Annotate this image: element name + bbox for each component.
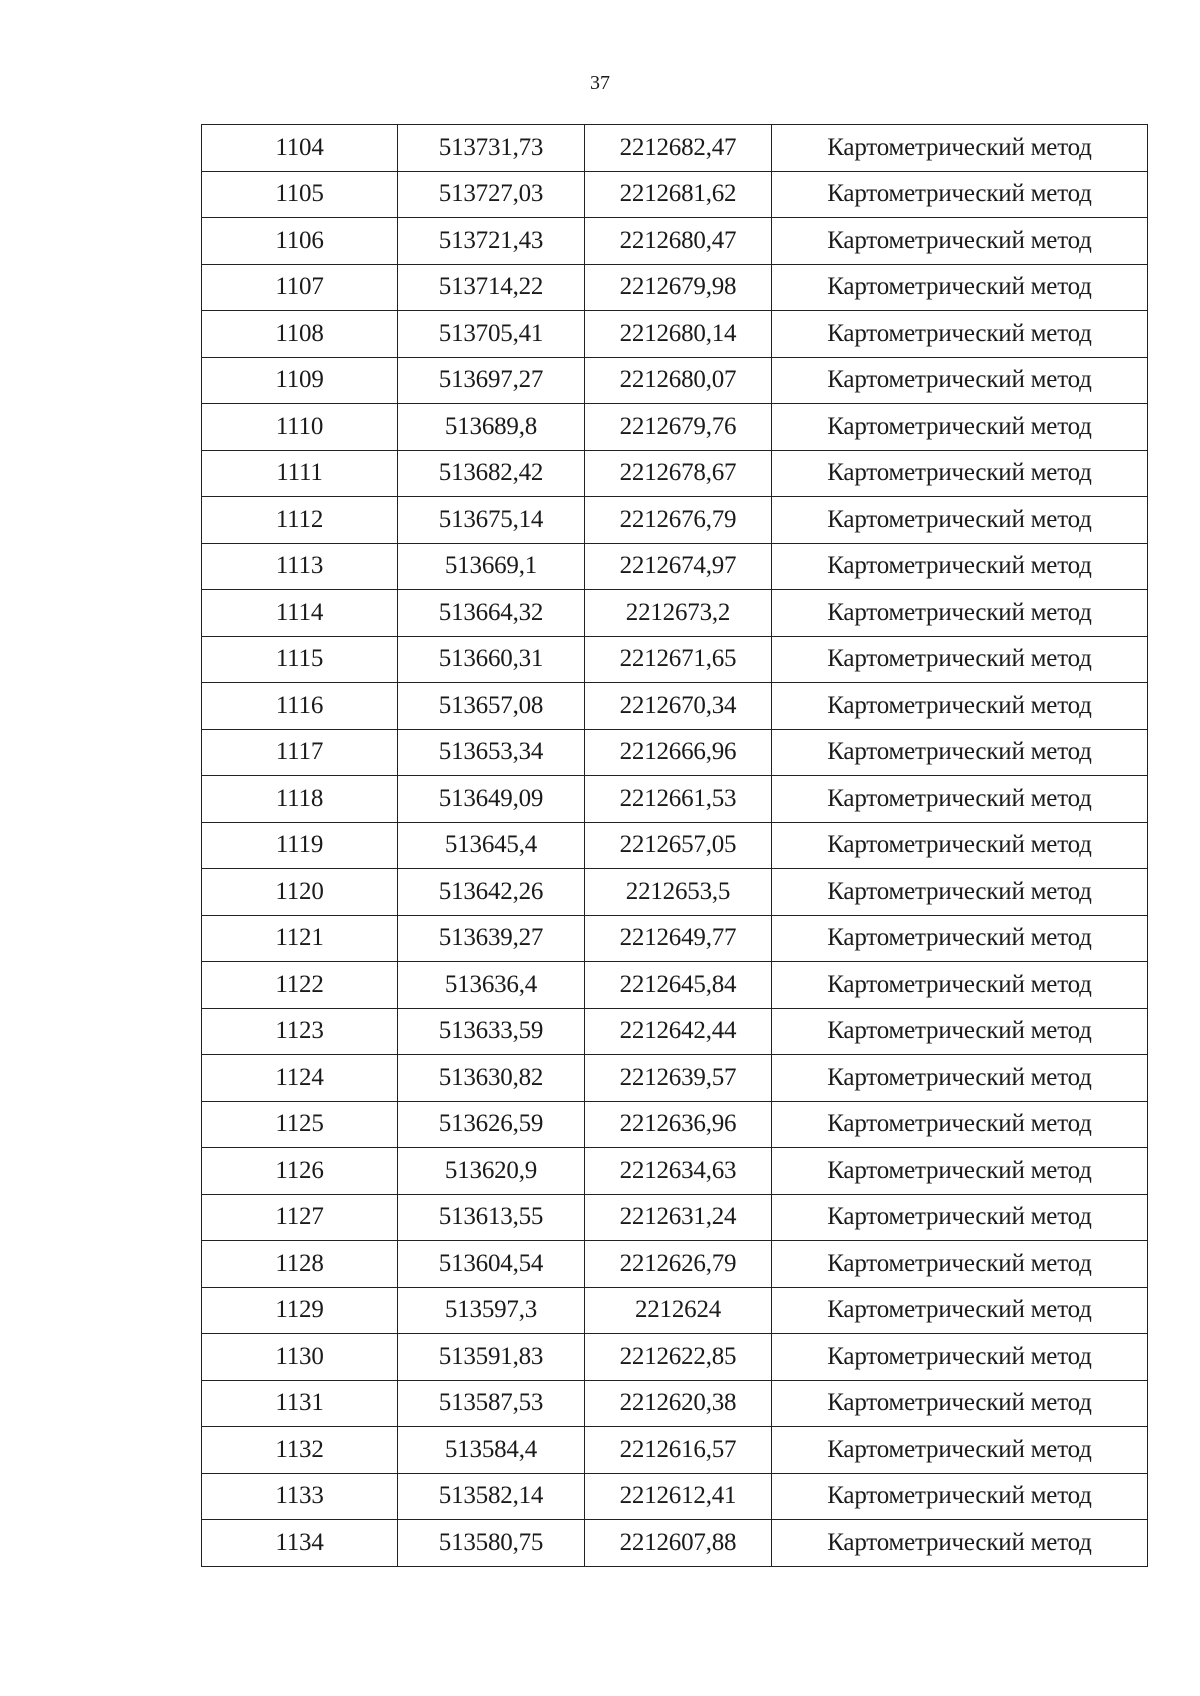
- point-number-cell: 1115: [202, 636, 398, 683]
- point-number-cell: 1125: [202, 1101, 398, 1148]
- y-coordinate-cell: 2212626,79: [585, 1241, 772, 1288]
- method-cell: Картометрический метод: [772, 962, 1148, 1009]
- table-row: [202, 683, 1148, 730]
- method-cell: Картометрический метод: [772, 590, 1148, 637]
- point-number-cell: 1133: [202, 1473, 398, 1520]
- point-number-cell: 1107: [202, 264, 398, 311]
- x-coordinate-cell: 513584,4: [398, 1427, 585, 1474]
- point-number-cell: 1128: [202, 1241, 398, 1288]
- method-cell: Картометрический метод: [772, 1287, 1148, 1334]
- table-row: [202, 543, 1148, 590]
- method-cell: Картометрический метод: [772, 729, 1148, 776]
- table-row: [202, 1194, 1148, 1241]
- y-coordinate-cell: 2212679,98: [585, 264, 772, 311]
- point-number-cell: 1120: [202, 869, 398, 916]
- y-coordinate-cell: 2212612,41: [585, 1473, 772, 1520]
- method-cell: Картометрический метод: [772, 915, 1148, 962]
- table-row: [202, 264, 1148, 311]
- y-coordinate-cell: 2212681,62: [585, 171, 772, 218]
- table-row: [202, 171, 1148, 218]
- table-row: [202, 1008, 1148, 1055]
- point-number-cell: 1117: [202, 729, 398, 776]
- table-row: [202, 1101, 1148, 1148]
- table-row: [202, 125, 1148, 172]
- x-coordinate-cell: 513657,08: [398, 683, 585, 730]
- y-coordinate-cell: 2212642,44: [585, 1008, 772, 1055]
- table-row: [202, 497, 1148, 544]
- table-row: [202, 1473, 1148, 1520]
- point-number-cell: 1116: [202, 683, 398, 730]
- method-cell: Картометрический метод: [772, 450, 1148, 497]
- method-cell: Картометрический метод: [772, 171, 1148, 218]
- y-coordinate-cell: 2212657,05: [585, 822, 772, 869]
- x-coordinate-cell: 513639,27: [398, 915, 585, 962]
- method-cell: Картометрический метод: [772, 869, 1148, 916]
- y-coordinate-cell: 2212679,76: [585, 404, 772, 451]
- method-cell: Картометрический метод: [772, 1334, 1148, 1381]
- point-number-cell: 1105: [202, 171, 398, 218]
- table-row: [202, 590, 1148, 637]
- y-coordinate-cell: 2212622,85: [585, 1334, 772, 1381]
- method-cell: Картометрический метод: [772, 1148, 1148, 1195]
- x-coordinate-cell: 513645,4: [398, 822, 585, 869]
- method-cell: Картометрический метод: [772, 264, 1148, 311]
- x-coordinate-cell: 513636,4: [398, 962, 585, 1009]
- table-row: [202, 311, 1148, 358]
- table-row: [202, 869, 1148, 916]
- method-cell: Картометрический метод: [772, 404, 1148, 451]
- y-coordinate-cell: 2212634,63: [585, 1148, 772, 1195]
- x-coordinate-cell: 513697,27: [398, 357, 585, 404]
- x-coordinate-cell: 513620,9: [398, 1148, 585, 1195]
- y-coordinate-cell: 2212680,07: [585, 357, 772, 404]
- y-coordinate-cell: 2212616,57: [585, 1427, 772, 1474]
- method-cell: Картометрический метод: [772, 1101, 1148, 1148]
- x-coordinate-cell: 513714,22: [398, 264, 585, 311]
- table-row: [202, 962, 1148, 1009]
- y-coordinate-cell: 2212607,88: [585, 1520, 772, 1567]
- x-coordinate-cell: 513682,42: [398, 450, 585, 497]
- point-number-cell: 1106: [202, 218, 398, 265]
- point-number-cell: 1121: [202, 915, 398, 962]
- table-row: [202, 776, 1148, 823]
- y-coordinate-cell: 2212680,47: [585, 218, 772, 265]
- point-number-cell: 1130: [202, 1334, 398, 1381]
- x-coordinate-cell: 513613,55: [398, 1194, 585, 1241]
- y-coordinate-cell: 2212645,84: [585, 962, 772, 1009]
- method-cell: Картометрический метод: [772, 822, 1148, 869]
- method-cell: Картометрический метод: [772, 1008, 1148, 1055]
- x-coordinate-cell: 513604,54: [398, 1241, 585, 1288]
- table-row: [202, 1148, 1148, 1195]
- x-coordinate-cell: 513649,09: [398, 776, 585, 823]
- y-coordinate-cell: 2212631,24: [585, 1194, 772, 1241]
- point-number-cell: 1119: [202, 822, 398, 869]
- table-row: [202, 357, 1148, 404]
- table-row: [202, 218, 1148, 265]
- x-coordinate-cell: 513653,34: [398, 729, 585, 776]
- method-cell: Картометрический метод: [772, 1194, 1148, 1241]
- method-cell: Картометрический метод: [772, 1520, 1148, 1567]
- point-number-cell: 1114: [202, 590, 398, 637]
- y-coordinate-cell: 2212671,65: [585, 636, 772, 683]
- table-row: [202, 1055, 1148, 1102]
- method-cell: Картометрический метод: [772, 357, 1148, 404]
- y-coordinate-cell: 2212680,14: [585, 311, 772, 358]
- y-coordinate-cell: 2212666,96: [585, 729, 772, 776]
- table-row: [202, 1520, 1148, 1567]
- point-number-cell: 1122: [202, 962, 398, 1009]
- y-coordinate-cell: 2212639,57: [585, 1055, 772, 1102]
- y-coordinate-cell: 2212624: [585, 1287, 772, 1334]
- x-coordinate-cell: 513633,59: [398, 1008, 585, 1055]
- table-row: [202, 822, 1148, 869]
- x-coordinate-cell: 513675,14: [398, 497, 585, 544]
- table-row: [202, 1334, 1148, 1381]
- y-coordinate-cell: 2212653,5: [585, 869, 772, 916]
- point-number-cell: 1134: [202, 1520, 398, 1567]
- y-coordinate-cell: 2212682,47: [585, 125, 772, 172]
- method-cell: Картометрический метод: [772, 497, 1148, 544]
- table-row: [202, 1241, 1148, 1288]
- x-coordinate-cell: 513689,8: [398, 404, 585, 451]
- y-coordinate-cell: 2212673,2: [585, 590, 772, 637]
- table-row: [202, 404, 1148, 451]
- point-number-cell: 1132: [202, 1427, 398, 1474]
- y-coordinate-cell: 2212649,77: [585, 915, 772, 962]
- x-coordinate-cell: 513580,75: [398, 1520, 585, 1567]
- y-coordinate-cell: 2212670,34: [585, 683, 772, 730]
- point-number-cell: 1129: [202, 1287, 398, 1334]
- point-number-cell: 1104: [202, 125, 398, 172]
- table-row: [202, 1427, 1148, 1474]
- x-coordinate-cell: 513642,26: [398, 869, 585, 916]
- point-number-cell: 1123: [202, 1008, 398, 1055]
- x-coordinate-cell: 513669,1: [398, 543, 585, 590]
- y-coordinate-cell: 2212620,38: [585, 1380, 772, 1427]
- x-coordinate-cell: 513591,83: [398, 1334, 585, 1381]
- table-row: [202, 915, 1148, 962]
- point-number-cell: 1109: [202, 357, 398, 404]
- point-number-cell: 1112: [202, 497, 398, 544]
- method-cell: Картометрический метод: [772, 683, 1148, 730]
- table-row: [202, 450, 1148, 497]
- x-coordinate-cell: 513597,3: [398, 1287, 585, 1334]
- method-cell: Картометрический метод: [772, 1055, 1148, 1102]
- table-row: [202, 1287, 1148, 1334]
- method-cell: Картометрический метод: [772, 311, 1148, 358]
- point-number-cell: 1113: [202, 543, 398, 590]
- page-number: 37: [590, 72, 610, 94]
- method-cell: Картометрический метод: [772, 218, 1148, 265]
- method-cell: Картометрический метод: [772, 1427, 1148, 1474]
- method-cell: Картометрический метод: [772, 543, 1148, 590]
- x-coordinate-cell: 513660,31: [398, 636, 585, 683]
- x-coordinate-cell: 513587,53: [398, 1380, 585, 1427]
- y-coordinate-cell: 2212661,53: [585, 776, 772, 823]
- method-cell: Картометрический метод: [772, 1241, 1148, 1288]
- y-coordinate-cell: 2212674,97: [585, 543, 772, 590]
- point-number-cell: 1126: [202, 1148, 398, 1195]
- y-coordinate-cell: 2212678,67: [585, 450, 772, 497]
- x-coordinate-cell: 513664,32: [398, 590, 585, 637]
- x-coordinate-cell: 513582,14: [398, 1473, 585, 1520]
- method-cell: Картометрический метод: [772, 636, 1148, 683]
- x-coordinate-cell: 513721,43: [398, 218, 585, 265]
- x-coordinate-cell: 513731,73: [398, 125, 585, 172]
- table-row: [202, 729, 1148, 776]
- point-number-cell: 1110: [202, 404, 398, 451]
- point-number-cell: 1111: [202, 450, 398, 497]
- point-number-cell: 1108: [202, 311, 398, 358]
- x-coordinate-cell: 513626,59: [398, 1101, 585, 1148]
- x-coordinate-cell: 513727,03: [398, 171, 585, 218]
- method-cell: Картометрический метод: [772, 125, 1148, 172]
- point-number-cell: 1118: [202, 776, 398, 823]
- coordinates-table: [201, 124, 1148, 1567]
- x-coordinate-cell: 513705,41: [398, 311, 585, 358]
- y-coordinate-cell: 2212676,79: [585, 497, 772, 544]
- point-number-cell: 1127: [202, 1194, 398, 1241]
- point-number-cell: 1124: [202, 1055, 398, 1102]
- y-coordinate-cell: 2212636,96: [585, 1101, 772, 1148]
- x-coordinate-cell: 513630,82: [398, 1055, 585, 1102]
- table-row: [202, 636, 1148, 683]
- point-number-cell: 1131: [202, 1380, 398, 1427]
- method-cell: Картометрический метод: [772, 776, 1148, 823]
- table-row: [202, 1380, 1148, 1427]
- coordinates-table-body: [202, 125, 1148, 1567]
- method-cell: Картометрический метод: [772, 1380, 1148, 1427]
- method-cell: Картометрический метод: [772, 1473, 1148, 1520]
